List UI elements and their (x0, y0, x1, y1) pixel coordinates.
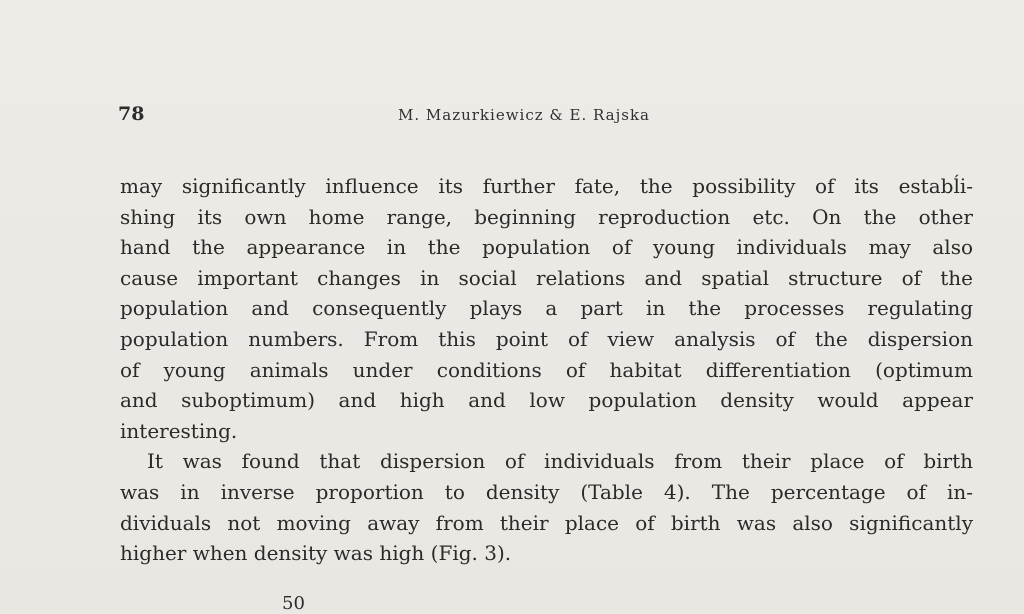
text-line: may significantly influence its further fate, the possibility of its estabĺi- (120, 174, 973, 198)
text-line: and suboptimum) and high and low population density would appear (120, 388, 973, 413)
text-line: was in inverse proportion to density (Table 4). The percentage of in- (120, 479, 973, 504)
text-line: population numbers. From this point of view analysis of the dispersion (120, 326, 973, 351)
text-line: dividuals not moving away from their place of birth was also significantly (120, 510, 973, 535)
figure-axis-tick-label: 50 (282, 593, 305, 614)
page-number: 78 (118, 103, 145, 125)
text-line: interesting. (120, 418, 238, 443)
text-line: higher when density was high (Fig. 3). (120, 541, 512, 566)
text-line: hand the appearance in the population of young individuals may also (120, 235, 973, 260)
text-line-paragraph-start: It was found that dispersion of individuals from their place of birth (147, 449, 973, 474)
body-text (120, 171, 973, 569)
running-head: M. Mazurkiewicz & E. Rajska (398, 106, 650, 124)
text-line: of young animals under conditions of habitat differentiation (optimum (120, 357, 973, 382)
text-line: population and consequently plays a part in the processes regulating (120, 296, 973, 321)
text-line: shing its own home range, beginning reproduction etc. On the other (120, 204, 973, 229)
text-line: cause important changes in social relations and spatial structure of the (120, 265, 973, 290)
